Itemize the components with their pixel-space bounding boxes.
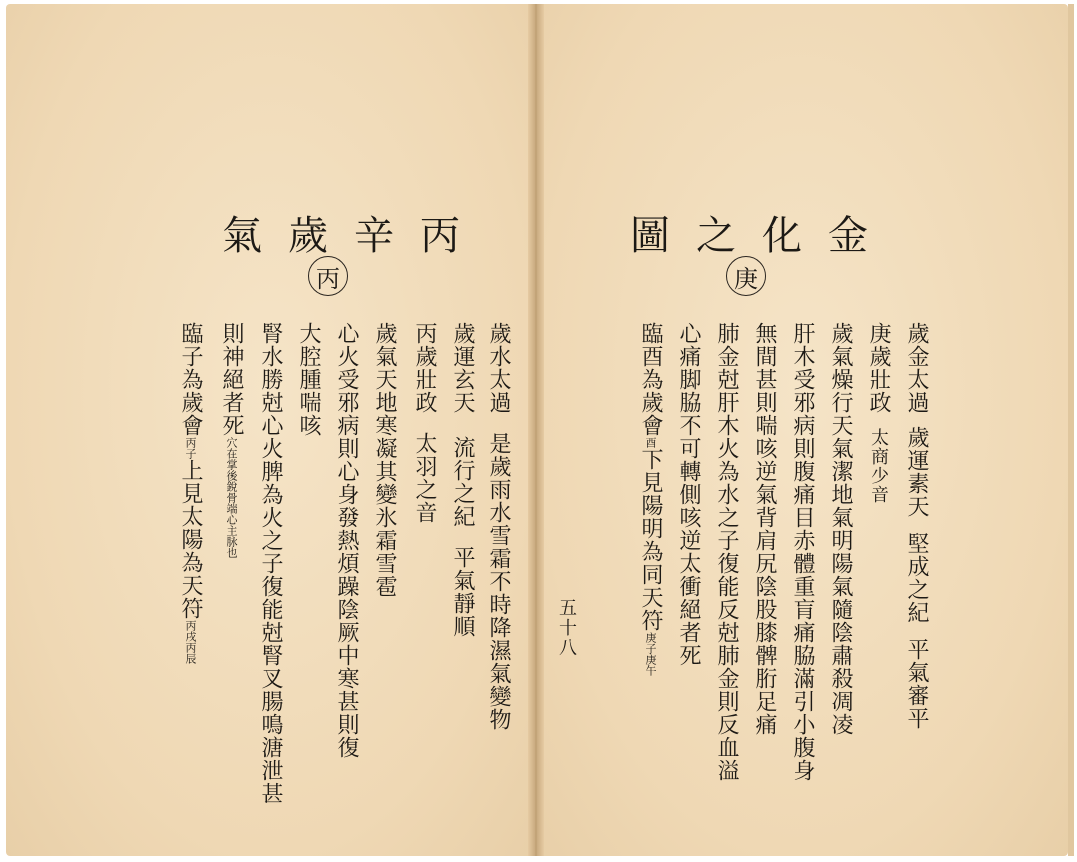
left-col-8: 則神絕者死穴在掌後銳骨端心主脉也: [219, 322, 244, 558]
right-title-text: 金化之圖: [630, 213, 894, 259]
right-col-4: 肝木受邪病則腹痛目赤體重肓痛脇滿引小腹身: [790, 322, 815, 782]
left-col-4: 歲氣天地寒凝其變氷霜雪雹: [372, 322, 397, 598]
right-col-5: 無間甚則喘咳逆氣背肩尻陰股膝髀胻足痛: [752, 322, 777, 736]
page-edge: [1068, 4, 1074, 856]
left-col-1: 歲水太過是歲雨水雪霜不時降濕氣變物: [486, 322, 511, 731]
left-col-3: 丙歲壯政太羽之音: [412, 322, 437, 524]
right-col-7: 心痛脚脇不可轉側咳逆太衝絕者死: [676, 322, 701, 667]
left-seal-char: 丙: [316, 264, 340, 293]
right-col-8: 臨酉為歲會酉下見陽明為同天符庚子庚午: [638, 322, 663, 676]
left-col-2: 歲運玄天流行之紀平氣靜順: [450, 322, 475, 638]
book-gutter: [528, 4, 544, 856]
left-col-5: 心火受邪病則心身發熱煩躁陰厥中寒甚則復: [334, 322, 359, 759]
right-title: [630, 204, 894, 261]
right-col-2: 庚歲壯政太商少音: [866, 322, 891, 504]
right-col-6: 肺金尅肝木火為水之子復能反尅肺金則反血溢: [714, 322, 739, 782]
left-col-6: 大腔腫喘咳: [296, 322, 321, 437]
right-col-3: 歲氣燥行天氣潔地氣明陽氣隨陰肅殺凋凌: [828, 322, 853, 736]
right-seal-char: 庚: [734, 264, 758, 293]
left-col-7: 腎水勝尅心火脾為火之子復能尅腎叉腸鳴溏泄甚: [258, 322, 283, 805]
page-number: 五十八: [556, 598, 577, 658]
left-seal: [308, 256, 348, 296]
left-col-9: 臨子為歲會丙子上見太陽為天符丙戌丙辰: [178, 322, 203, 664]
right-col-1: 歲金太過歲運素天堅成之紀平氣審平: [904, 322, 929, 730]
left-title: [222, 204, 486, 261]
left-title-text: 丙辛歲氣: [222, 213, 486, 259]
right-seal: [726, 256, 766, 296]
